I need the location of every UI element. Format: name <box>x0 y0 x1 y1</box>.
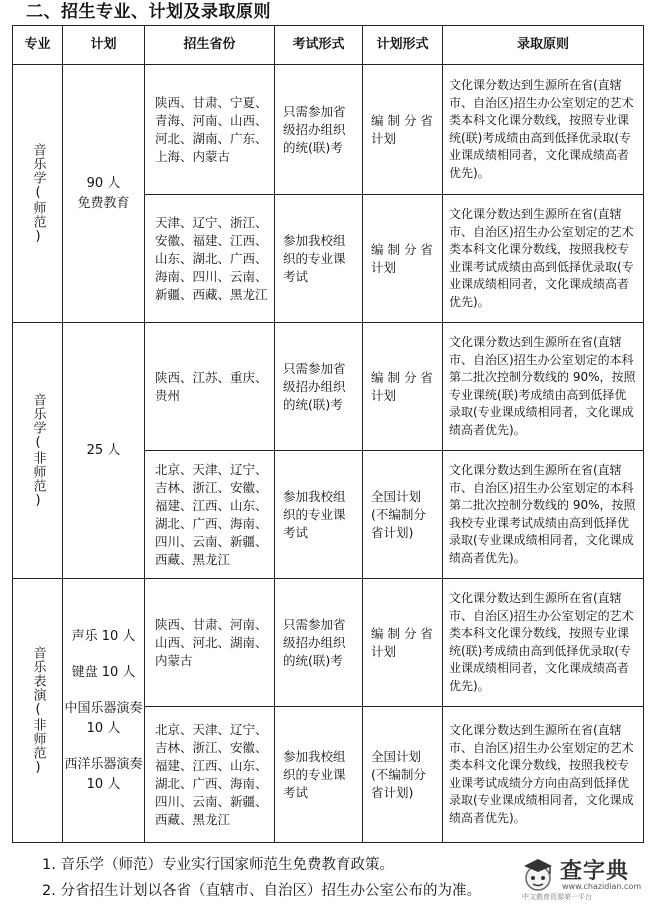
plan-form-cell: 编 制 分 省计划 <box>363 195 443 323</box>
note-item: 2. 分省招生计划以各省（直辖市、自治区）招生办公室公布的为准。 <box>42 883 481 899</box>
header-provinces: 招生省份 <box>145 26 275 65</box>
major-cell <box>13 65 63 323</box>
table-row <box>13 323 644 451</box>
table-header-row <box>13 26 644 65</box>
exam-form-cell: 参加我校组织的专业课考试 <box>275 195 363 323</box>
note-item: 1. 音乐学（师范）专业实行国家师范生免费教育政策。 <box>42 857 394 873</box>
section-heading: 二、招生专业、计划及录取原则 <box>26 2 271 22</box>
notes <box>42 852 481 904</box>
major-cell <box>13 579 63 843</box>
exam-form-cell: 参加我校组织的专业课考试 <box>275 451 363 579</box>
major-name: 音乐学(师范) <box>30 142 46 245</box>
provinces-cell: 北京、天津、辽宁、吉林、浙江、安徽、福建、江西、山东、湖北、广西、海南、四川、云南、新疆、西藏、黑龙江 <box>145 451 275 579</box>
major-name: 音乐学(非师范) <box>30 392 46 509</box>
provinces-cell: 陕西、江苏、重庆、贵州 <box>145 323 275 451</box>
plan-form-cell: 编 制 分 省计划 <box>363 65 443 195</box>
watermark-url: www.chazidian.com <box>562 882 642 891</box>
site-watermark <box>518 852 642 901</box>
admission-rule-cell: 文化课分数达到生源所在省(直辖市、自治区)招生办公室划定的艺术类本科文化课分数线，按照我校专业课考试成绩由高到低择优录取(专业课成绩相同者，文化课成绩高者优先)。 <box>443 195 644 323</box>
exam-form-cell: 只需参加省级招办组织的统(联)考 <box>275 65 363 195</box>
exam-form-cell: 只需参加省级招办组织的统(联)考 <box>275 323 363 451</box>
admission-table <box>12 25 644 843</box>
plan-line: 25 人 <box>86 442 121 458</box>
header-admission-rule: 录取原则 <box>443 26 644 65</box>
header-major: 专业 <box>13 26 63 65</box>
plan-line: 键盘 10 人 <box>71 664 136 680</box>
plan-cell <box>63 65 145 323</box>
exam-form-cell: 只需参加省级招办组织的统(联)考 <box>275 579 363 707</box>
watermark-name: 查字典 <box>560 859 630 884</box>
admission-rule-cell: 文化课分数达到生源所在省(直辖市、自治区)招生办公室划定的艺术类本科文化课分数线，按照我校专业课考试成绩分方向由高到低择优录取(专业课成绩相同者，文化课成绩高者优先)。 <box>443 707 644 843</box>
header-plan-form: 计划形式 <box>363 26 443 65</box>
provinces-cell: 陕西、甘肃、河南、山西、河北、湖南、内蒙古 <box>145 579 275 707</box>
plan-cell <box>63 323 145 579</box>
header-plan: 计划 <box>63 26 145 65</box>
plan-form-cell: 编 制 分 省计划 <box>363 323 443 451</box>
plan-line: 90 人 <box>86 175 121 191</box>
plan-form-cell: 全国计划(不编制分省计划) <box>363 451 443 579</box>
plan-cell <box>63 579 145 843</box>
exam-form-cell: 参加我校组织的专业课考试 <box>275 707 363 843</box>
plan-line: 西洋乐器演奏 10 人 <box>64 756 143 792</box>
admission-rule-cell: 文化课分数达到生源所在省(直辖市、自治区)招生办公室划定的本科第二批次控制分数线的 90%，按照我校专业课考试成绩由高到低择优录取(专业课成绩相同者，文化课成绩高者优先)。 <box>443 451 644 579</box>
major-cell <box>13 323 63 579</box>
major-name: 音乐表演(非师范) <box>30 645 46 776</box>
plan-line: 中国乐器演奏 10 人 <box>64 700 143 736</box>
table-row <box>13 65 644 195</box>
provinces-cell: 陕西、甘肃、宁夏、青海、河南、山西、河北、湖南、广东、上海、内蒙古 <box>145 65 275 195</box>
provinces-cell: 北京、天津、辽宁、吉林、浙江、安徽、福建、江西、山东、湖北、广西、海南、四川、云南、新疆、西藏、黑龙江 <box>145 707 275 843</box>
plan-line: 声乐 10 人 <box>71 628 136 644</box>
admission-rule-cell: 文化课分数达到生源所在省(直辖市、自治区)招生办公室划定的本科第二批次控制分数线的 90%，按照专业课统(联)考成绩由高到低择优录取(专业课成绩相同者，文化课成绩高者优先)。 <box>443 323 644 451</box>
plan-form-cell: 编 制 分 省计划 <box>363 579 443 707</box>
header-exam-form: 考试形式 <box>275 26 363 65</box>
admission-rule-cell: 文化课分数达到生源所在省(直辖市、自治区)招生办公室划定的艺术类本科文化课分数线，按照专业课统(联)考成绩由高到低择优录取(专业课成绩相同者，文化课成绩高者优先)。 <box>443 579 644 707</box>
plan-form-cell: 全国计划(不编制分省计划) <box>363 707 443 843</box>
provinces-cell: 天津、辽宁、浙江、安徽、福建、江西、山东、湖北、广西、海南、四川、云南、新疆、西藏、黑龙江 <box>145 195 275 323</box>
plan-line: 免费教育 <box>77 195 130 211</box>
table-row <box>13 579 644 707</box>
mascot-icon <box>518 854 558 894</box>
admission-rule-cell: 文化课分数达到生源所在省(直辖市、自治区)招生办公室划定的艺术类本科文化课分数线，按照专业课统(联)考成绩由高到低择优录取(专业课成绩相同者，文化课成绩高者优先)。 <box>443 65 644 195</box>
watermark-subtitle: 中文教育资源第一平台 <box>522 893 592 901</box>
